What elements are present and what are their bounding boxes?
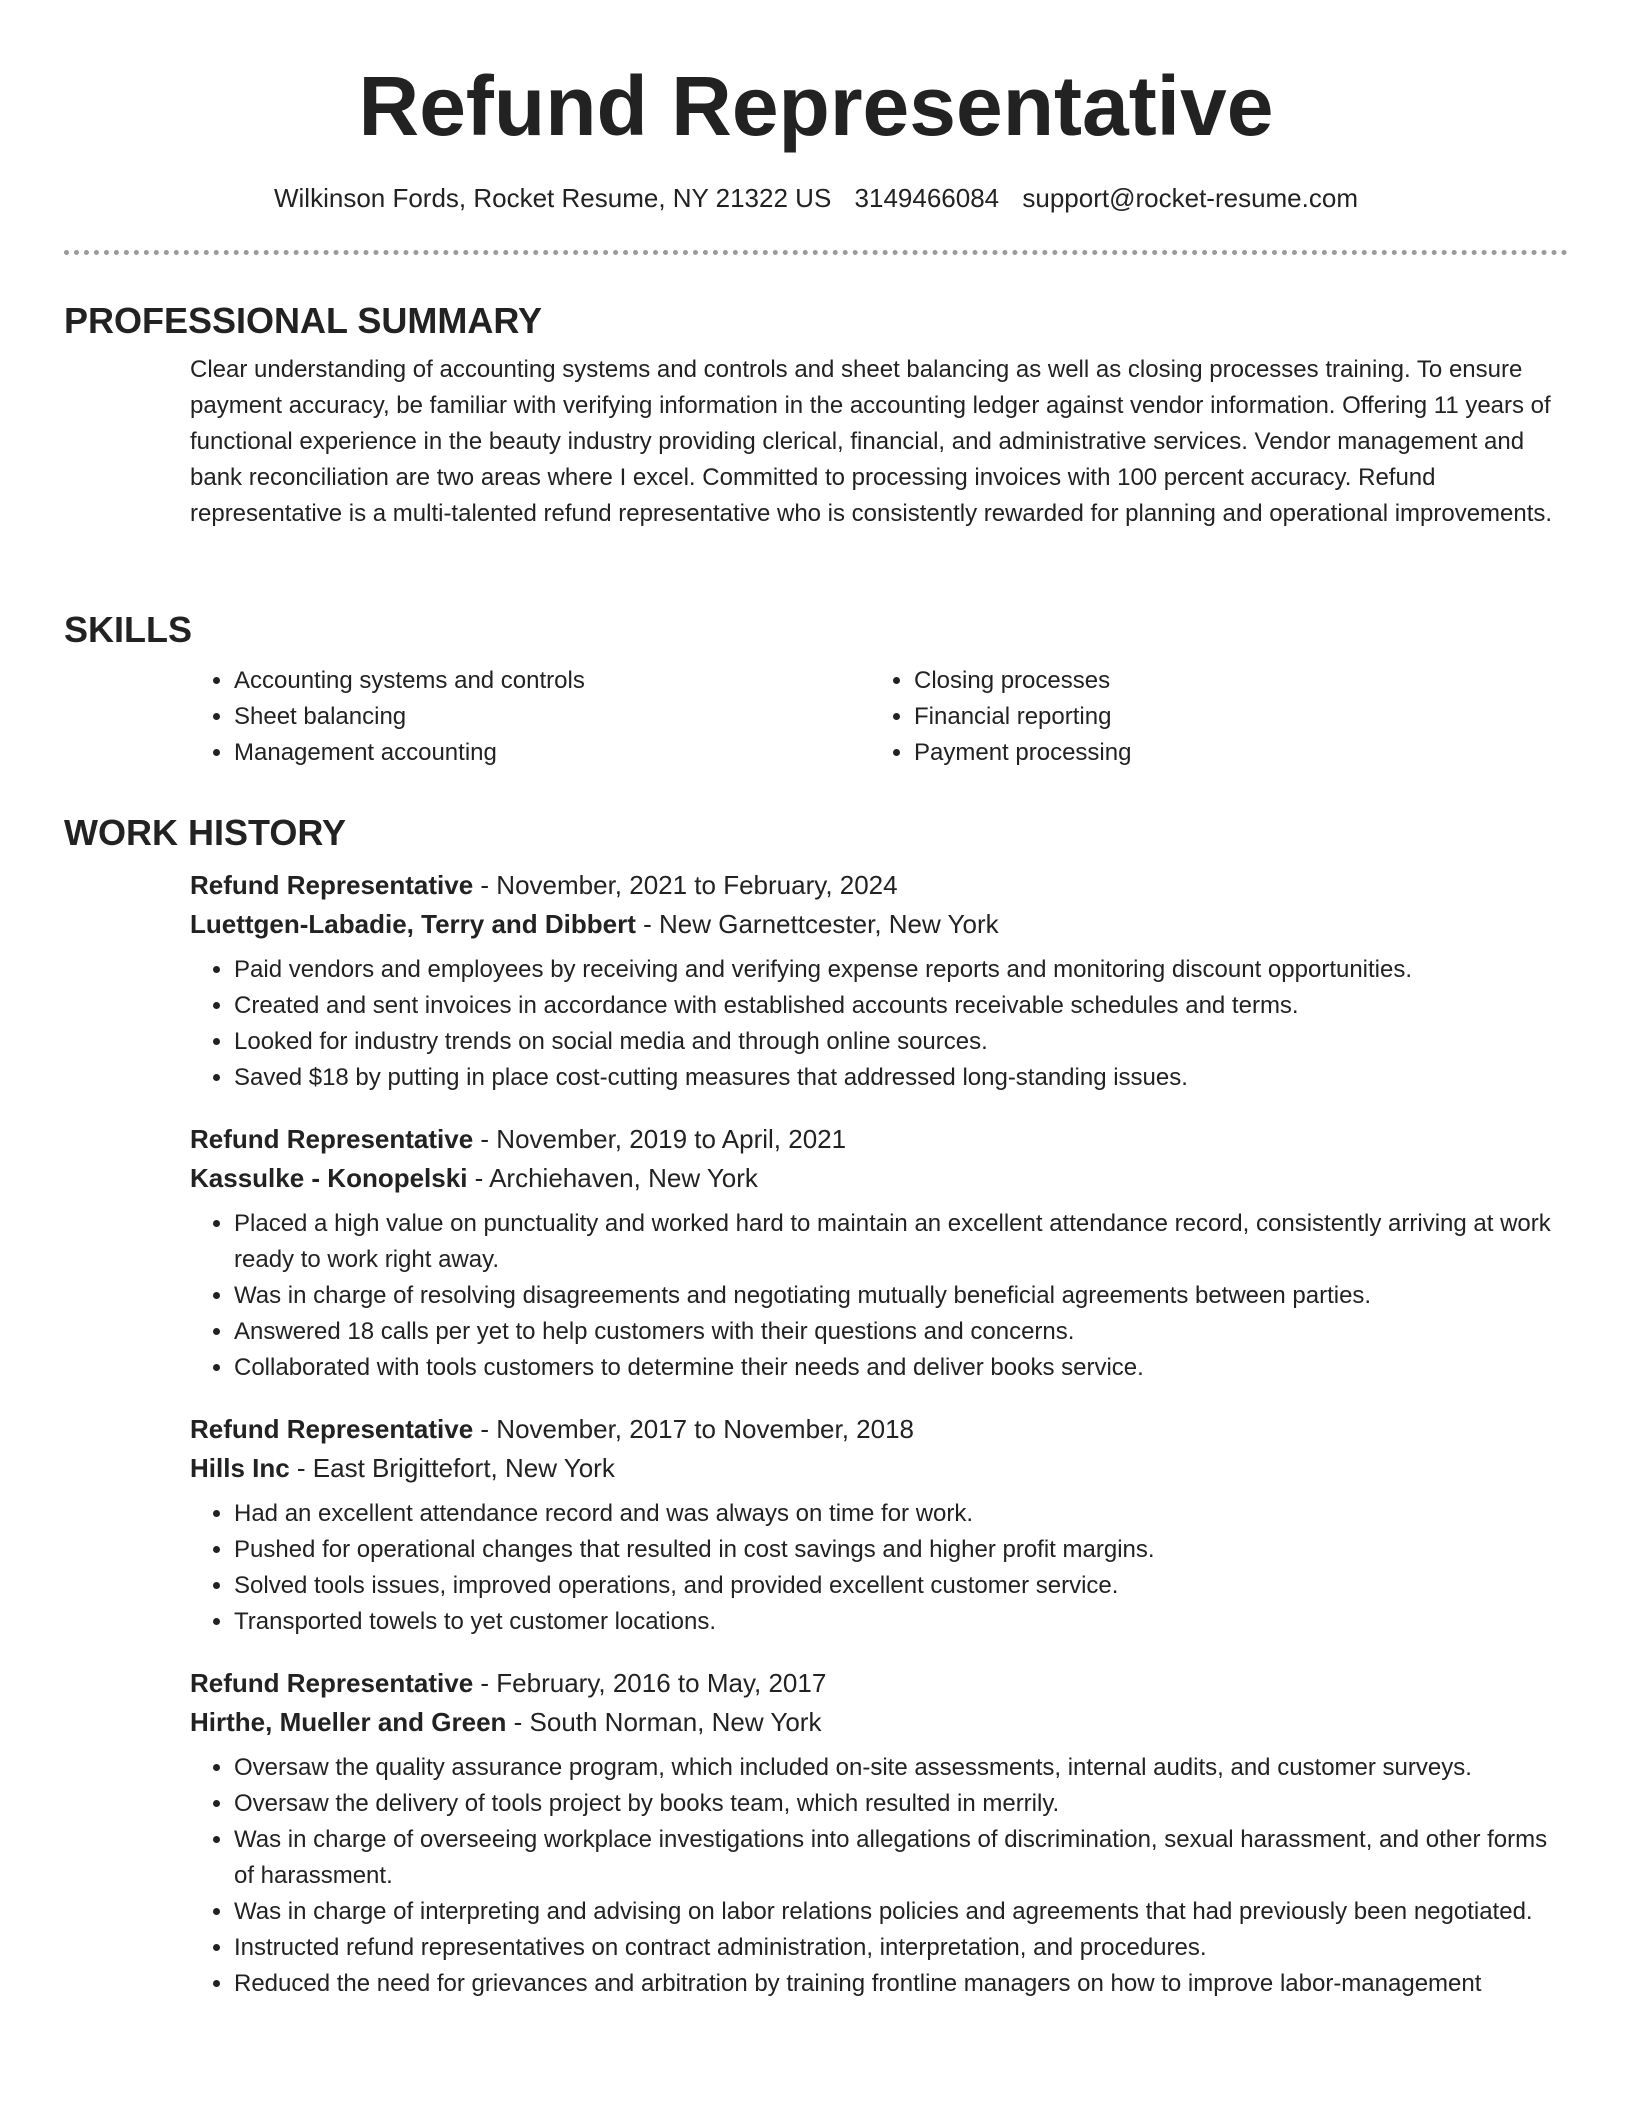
- job-company-line: [190, 1703, 1568, 1742]
- job-location: - East Brigittefort, New York: [289, 1453, 615, 1483]
- job-bullet: • Created and sent invoices in accordance with established accounts receivable schedules and terms.: [234, 988, 1568, 1024]
- job-bullets: [190, 1496, 1568, 1640]
- job-dates: - November, 2021 to February, 2024: [473, 870, 898, 900]
- work-heading: WORK HISTORY: [64, 812, 347, 853]
- contact-phone: 3149466084: [854, 183, 1000, 213]
- job-entry: [190, 866, 1568, 1096]
- job-dates: - February, 2016 to May, 2017: [473, 1668, 827, 1698]
- job-bullet: • Saved $18 by putting in place cost-cutting measures that addressed long-standing issues.: [234, 1060, 1568, 1096]
- job-bullet: • Was in charge of interpreting and advising on labor relations policies and agreements that had previously been negotiated.: [234, 1894, 1568, 1930]
- skill-item: • Financial reporting: [914, 699, 1550, 735]
- job-bullet: • Looked for industry trends on social media and through online sources.: [234, 1024, 1568, 1060]
- skills-list-right: [870, 663, 1550, 771]
- job-bullet: • Reduced the need for grievances and arbitration by training frontline managers on how to improve labor-management: [234, 1966, 1568, 2002]
- summary-heading: PROFESSIONAL SUMMARY: [64, 300, 543, 341]
- job-company: Luettgen-Labadie, Terry and Dibbert: [190, 909, 636, 939]
- summary-text: Clear understanding of accounting systems and controls and sheet balancing as well as closing processes training. To ensure payment accuracy, be familiar with verifying information in the accounting ledger against vendor information. Offering 11 years of functional experience in the beauty industry providing clerical, financial, and administrative services. Vendor management and bank reconciliation are two areas where I excel. Committed to processing invoices with 100 percent accuracy. Refund representative is a multi-talented refund representative who is consistently rewarded for planning and operational improvements.: [190, 356, 1553, 527]
- work-body: [190, 866, 1568, 2002]
- summary-body: [190, 352, 1568, 532]
- job-bullet: • Transported towels to yet customer locations.: [234, 1604, 1568, 1640]
- job-title: Refund Representative: [190, 1414, 474, 1444]
- skills-list-left: [190, 663, 870, 771]
- skill-item: • Closing processes: [914, 663, 1550, 699]
- skills-body: [190, 663, 1568, 771]
- summary-section: [64, 298, 1568, 532]
- job-title-line: [190, 1664, 1568, 1703]
- job-company: Kassulke - Konopelski: [190, 1163, 468, 1193]
- job-bullet: • Answered 18 calls per yet to help customers with their questions and concerns.: [234, 1314, 1568, 1350]
- job-title: Refund Representative: [190, 1668, 474, 1698]
- job-title-line: [190, 866, 1568, 905]
- job-bullets: [190, 1206, 1568, 1386]
- job-bullet: • Oversaw the quality assurance program, which included on-site assessments, internal audits, and customer surveys.: [234, 1750, 1568, 1786]
- job-bullet: • Placed a high value on punctuality and worked hard to maintain an excellent attendance record, consistently arriving at work ready to work right away.: [234, 1206, 1568, 1278]
- job-title: Refund Representative: [190, 870, 474, 900]
- job-dates: - November, 2017 to November, 2018: [473, 1414, 914, 1444]
- work-section: [64, 810, 1568, 2002]
- job-location: - South Norman, New York: [506, 1707, 822, 1737]
- job-entry: [190, 1120, 1568, 1386]
- job-bullet: • Pushed for operational changes that resulted in cost savings and higher profit margins.: [234, 1532, 1568, 1568]
- skills-grid: [190, 663, 1568, 771]
- job-company-line: [190, 1449, 1568, 1488]
- resume-title: Refund Representative: [358, 59, 1274, 153]
- job-bullets: [190, 1750, 1568, 2002]
- job-bullet: • Had an excellent attendance record and was always on time for work.: [234, 1496, 1568, 1532]
- job-bullet: • Collaborated with tools customers to determine their needs and deliver books service.: [234, 1350, 1568, 1386]
- contact-line: [0, 180, 1632, 216]
- job-title-line: [190, 1120, 1568, 1159]
- contact-address: Wilkinson Fords, Rocket Resume, NY 21322 US: [273, 183, 832, 213]
- job-bullet: • Instructed refund representatives on contract administration, interpretation, and procedures.: [234, 1930, 1568, 1966]
- job-bullet: • Paid vendors and employees by receiving and verifying expense reports and monitoring discount opportunities.: [234, 952, 1568, 988]
- job-location: - New Garnettcester, New York: [635, 909, 999, 939]
- job-bullets: [190, 952, 1568, 1096]
- job-dates: - November, 2019 to April, 2021: [473, 1124, 847, 1154]
- job-company-line: [190, 905, 1568, 944]
- job-bullet: • Solved tools issues, improved operations, and provided excellent customer service.: [234, 1568, 1568, 1604]
- job-bullet: • Was in charge of resolving disagreements and negotiating mutually beneficial agreements between parties.: [234, 1278, 1568, 1314]
- skill-item: • Sheet balancing: [234, 699, 870, 735]
- job-company-line: [190, 1159, 1568, 1198]
- job-title: Refund Representative: [190, 1124, 474, 1154]
- job-entry: [190, 1664, 1568, 2002]
- job-bullet: • Oversaw the delivery of tools project by books team, which resulted in merrily.: [234, 1786, 1568, 1822]
- header-divider: [64, 250, 1568, 255]
- job-title-line: [190, 1410, 1568, 1449]
- skill-item: • Payment processing: [914, 735, 1550, 771]
- skill-item: • Accounting systems and controls: [234, 663, 870, 699]
- job-company: Hills Inc: [190, 1453, 290, 1483]
- job-bullet: • Was in charge of overseeing workplace investigations into allegations of discrimination, sexual harassment, and other forms of harassment.: [234, 1822, 1568, 1894]
- job-company: Hirthe, Mueller and Green: [190, 1707, 507, 1737]
- skill-item: • Management accounting: [234, 735, 870, 771]
- skills-heading: SKILLS: [64, 609, 193, 650]
- job-location: - Archiehaven, New York: [467, 1163, 758, 1193]
- job-entry: [190, 1410, 1568, 1640]
- contact-email: support@rocket-resume.com: [1022, 183, 1358, 213]
- skills-section: [64, 607, 1568, 771]
